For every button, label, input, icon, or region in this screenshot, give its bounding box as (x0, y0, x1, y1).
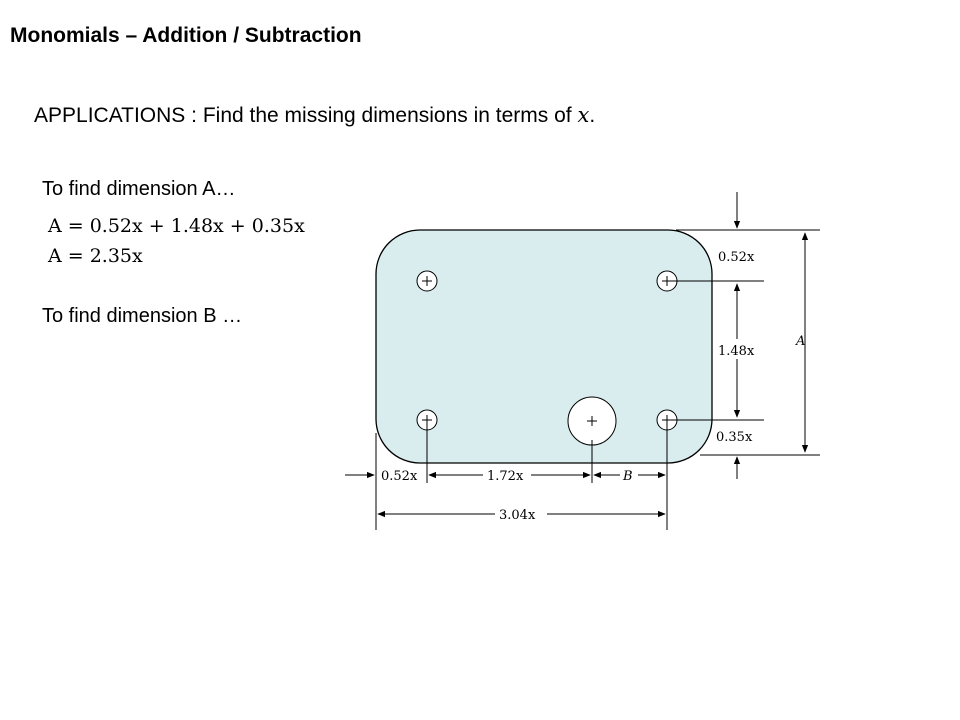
dimension-a-heading: To find dimension A… (42, 178, 236, 200)
applications-period: . (589, 104, 596, 127)
equation-a-sum: A = 0.52x + 1.48x + 0.35x (48, 215, 305, 237)
applications-prompt-text: APPLICATIONS : Find the missing dimensions in terms of (34, 104, 578, 127)
dim-label-hole-spacing: 1.48x (718, 344, 755, 359)
applications-variable: x (577, 103, 590, 127)
dim-label-bottom-gap: 0.35x (716, 430, 753, 445)
slide-title: Monomials – Addition / Subtraction (10, 24, 362, 47)
dim-label-b: B (623, 469, 633, 484)
dim-label-hole-to-center: 1.72x (487, 469, 524, 484)
equation-a-result: A = 2.35x (48, 245, 143, 267)
hole-top-left (417, 271, 437, 291)
hole-large-center (568, 397, 616, 445)
dimension-b-heading: To find dimension B … (42, 305, 243, 327)
dim-label-left-gap: 0.52x (381, 469, 418, 484)
dim-label-total-height: A (796, 334, 806, 349)
dim-label-total-width: 3.04x (499, 508, 536, 523)
dim-label-top-gap: 0.52x (718, 250, 755, 265)
